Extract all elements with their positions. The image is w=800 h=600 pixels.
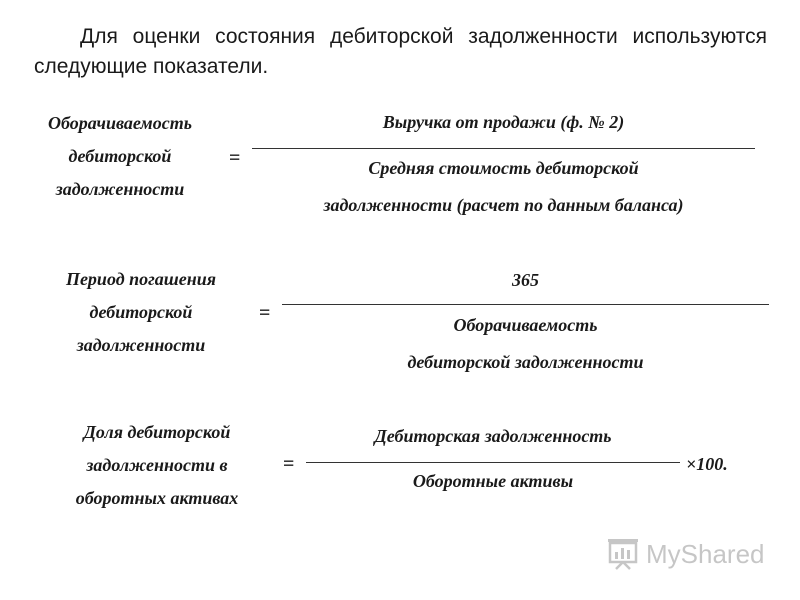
formula-3-numerator-line-1: Дебиторская задолженность — [374, 426, 612, 446]
formula-2-equals-sign: = — [259, 302, 271, 324]
formula-1-denominator-line-1: Средняя стоимость дебиторской — [368, 158, 639, 178]
formula-1-label-line-2: дебиторской — [68, 146, 172, 166]
watermark-text: MyShared — [646, 539, 765, 569]
formula-1-fraction-bar — [252, 148, 755, 149]
formula-3-label-line-1: Доля дебиторской — [83, 422, 231, 442]
watermark-logo — [606, 536, 766, 572]
formula-1-label — [14, 107, 226, 206]
formula-2-denominator-line-1: Оборачиваемость — [453, 315, 598, 335]
formula-3-label-line-2: задолженности в — [86, 455, 228, 475]
formula-2-label-line-2: дебиторской — [89, 302, 193, 322]
formula-1-equals-sign: = — [229, 147, 241, 169]
formula-2-numerator — [282, 262, 769, 299]
formula-2-fraction-bar — [282, 304, 769, 305]
presentation-screen-icon — [606, 538, 640, 570]
formula-2-label-line-3: задолженности — [76, 335, 206, 355]
formula-3-equals-sign: = — [283, 453, 295, 475]
formula-3-denominator — [306, 463, 680, 500]
formula-3-label-line-3: оборотных активах — [75, 488, 239, 508]
formula-1-denominator-line-2: задолженности (расчет по данным баланса) — [323, 195, 684, 215]
formula-2-denominator — [282, 307, 769, 381]
formula-1-numerator-line-1: Выручка от продажи (ф. № 2) — [382, 112, 625, 132]
formula-3-label — [40, 416, 274, 515]
formula-1-label-line-1: Оборачиваемость — [48, 113, 192, 133]
formula-2-label-line-1: Период погашения — [65, 269, 217, 289]
formula-3-numerator — [306, 418, 680, 455]
intro-paragraph: Для оценки состояния дебиторской задолженности используются следующие показатели. — [34, 25, 767, 78]
formula-2-numerator-line-1: 365 — [512, 270, 539, 290]
formula-3-denominator-line-1: Оборотные активы — [412, 471, 574, 491]
formula-1-label-line-3: задолженности — [55, 179, 185, 199]
formula-2-label — [30, 263, 252, 362]
formula-1-numerator — [252, 104, 755, 141]
formula-1-denominator — [252, 150, 755, 224]
formula-2-denominator-line-2: дебиторской задолженности — [407, 352, 644, 372]
formula-3-multiplier: ×100. — [686, 454, 728, 474]
